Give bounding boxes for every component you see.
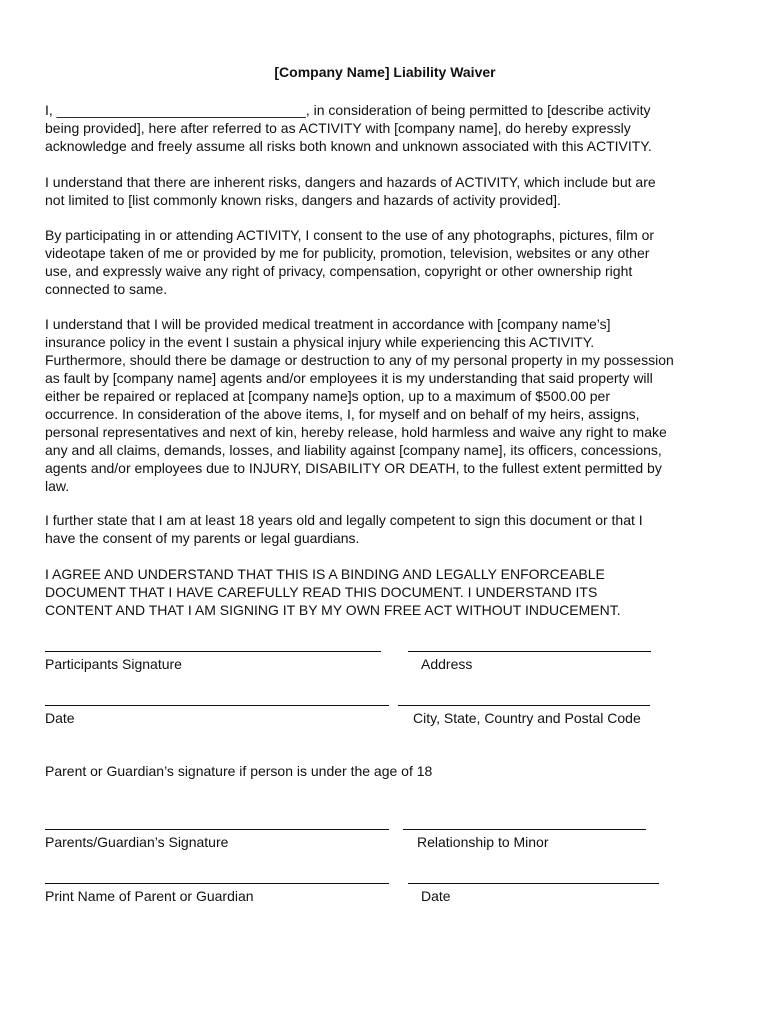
paragraph-line: videotape taken of me or provided by me for publicity, promotion, television, websites or any other — [45, 245, 650, 261]
city-state-line[interactable] — [398, 705, 650, 706]
print-name-line[interactable] — [45, 883, 389, 884]
paragraph-line: not limited to [list commonly known risks, dangers and hazards of activity provided]. — [45, 192, 561, 208]
relationship-label: Relationship to Minor — [417, 834, 549, 850]
paragraph-age-statement — [45, 511, 735, 547]
paragraph-line: use, and expressly waive any right of privacy, compensation, copyright or other ownership right — [45, 263, 633, 279]
paragraph-line: personal representatives and next of kin, hereby release, hold harmless and waive any right to make — [45, 424, 667, 440]
paragraph-line: Furthermore, should there be damage or destruction to any of my personal property in my possession — [45, 352, 674, 368]
participant-signature-line[interactable] — [45, 651, 381, 652]
guardian-date-line[interactable] — [408, 883, 659, 884]
address-label: Address — [421, 656, 473, 672]
date-line[interactable] — [45, 705, 389, 706]
paragraph-line: I understand that I will be provided medical treatment in accordance with [company name’s] — [45, 316, 611, 332]
paragraph-line: By participating in or attending ACTIVITY, I consent to the use of any photographs, pictures, film or — [45, 227, 655, 243]
paragraph-line: as fault by [company name] agents and/or employees it is my understanding that said property will — [45, 370, 653, 386]
paragraph-line: I, ________________________________, in consideration of being permitted to [describe activity — [45, 102, 651, 118]
paragraph-media-consent — [45, 226, 735, 298]
paragraph-consent — [45, 101, 735, 155]
address-line[interactable] — [408, 651, 651, 652]
paragraph-line: I AGREE AND UNDERSTAND THAT THIS IS A BINDING AND LEGALLY ENFORCEABLE — [45, 566, 605, 582]
paragraph-line: any and all claims, demands, losses, and liability against [company name], its officers, concessions, — [45, 442, 662, 458]
paragraph-line: law. — [45, 478, 70, 494]
paragraph-line: acknowledge and freely assume all risks both known and unknown associated with this ACTIVITY. — [45, 138, 652, 154]
paragraph-line: CONTENT AND THAT I AM SIGNING IT BY MY OWN FREE ACT WITHOUT INDUCEMENT. — [45, 602, 621, 618]
guardian-date-label: Date — [421, 888, 451, 904]
paragraph-line: being provided], here after referred to as ACTIVITY with [company name], do hereby expressly — [45, 120, 631, 136]
guardian-signature-line[interactable] — [45, 829, 389, 830]
paragraph-line: agents and/or employees due to INJURY, DISABILITY OR DEATH, to the fullest extent permitted by — [45, 460, 662, 476]
paragraph-line: connected to same. — [45, 281, 168, 297]
paragraph-line: occurrence. In consideration of the above items, I, for myself and on behalf of my heirs, assigns, — [45, 406, 640, 422]
paragraph-line: have the consent of my parents or legal guardians. — [45, 530, 360, 546]
document-title: [Company Name] Liability Waiver — [274, 64, 496, 80]
city-state-label: City, State, Country and Postal Code — [413, 710, 641, 726]
relationship-line[interactable] — [403, 829, 646, 830]
paragraph-line: DOCUMENT THAT I HAVE CAREFULLY READ THIS DOCUMENT. I UNDERSTAND ITS — [45, 584, 598, 600]
guardian-signature-label: Parents/Guardian’s Signature — [45, 834, 229, 850]
paragraph-risks — [45, 173, 735, 209]
participant-signature-label: Participants Signature — [45, 656, 182, 672]
paragraph-agreement — [45, 565, 735, 619]
date-label: Date — [45, 710, 75, 726]
paragraph-line: insurance policy in the event I sustain a physical injury while experiencing this ACTIVITY. — [45, 334, 595, 350]
print-name-label: Print Name of Parent or Guardian — [45, 888, 254, 904]
paragraph-medical-release — [45, 315, 735, 495]
guardian-note: Parent or Guardian’s signature if person is under the age of 18 — [45, 763, 433, 779]
paragraph-line: I further state that I am at least 18 years old and legally competent to sign this document or that I — [45, 512, 643, 528]
paragraph-line: I understand that there are inherent risks, dangers and hazards of ACTIVITY, which include but are — [45, 174, 656, 190]
paragraph-line: either be repaired or replaced at [company name]s option, up to a maximum of $500.00 per — [45, 388, 610, 404]
